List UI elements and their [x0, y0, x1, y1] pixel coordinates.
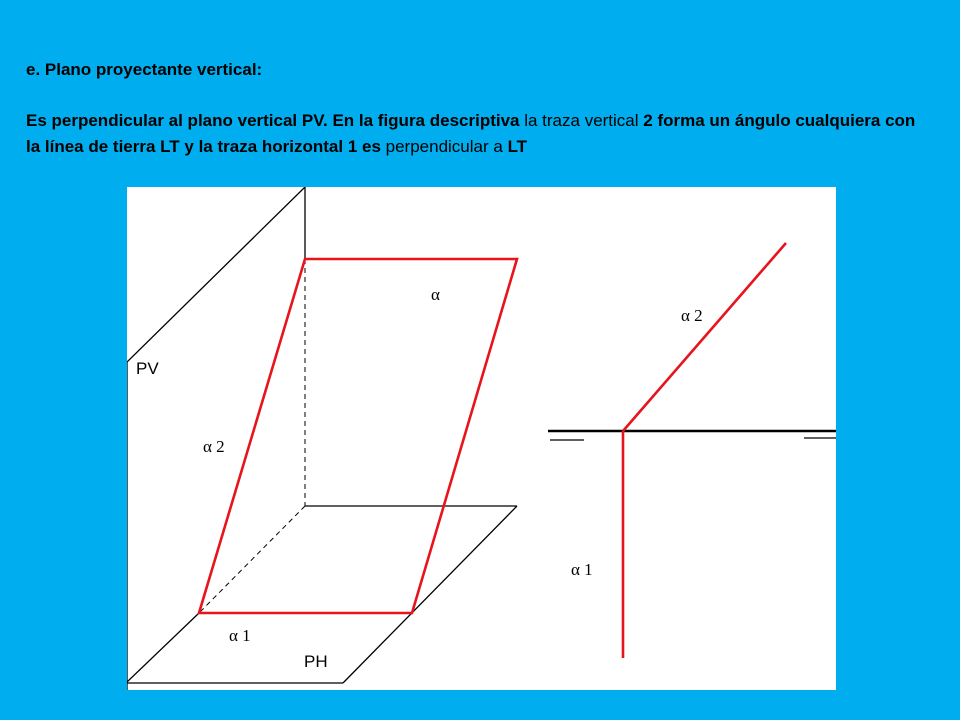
ph-right-edge [343, 506, 517, 683]
pv-diagonal-edge [127, 187, 305, 362]
description-part-1: Es perpendicular al plano vertical PV. En la figura descriptiva [26, 111, 520, 130]
ph-left-edge [127, 613, 199, 682]
plane-alpha-outline [199, 259, 517, 613]
figure-panel [127, 187, 836, 690]
trace-alpha2-line [623, 243, 786, 431]
diedric-view [548, 243, 836, 658]
figure-svg [127, 187, 836, 690]
description-part-4: perpendicular a [380, 137, 508, 156]
page-title: e. Plano proyectante vertical: [26, 60, 263, 79]
description-part-3: 2 forma un ángulo cualquiera con la línea de tierra LT y la traza horizontal 1 es [26, 111, 916, 156]
perspective-view [127, 187, 517, 690]
description-text [26, 108, 926, 160]
label-ph: PH [304, 652, 328, 671]
label-alpha1-diedric: α 1 [571, 560, 593, 579]
description-part-2: la traza vertical [519, 111, 644, 130]
label-pv: PV [136, 359, 159, 378]
description-part-5: LT [507, 137, 528, 156]
label-alpha2-perspective: α 2 [203, 437, 225, 456]
label-alpha1-perspective: α 1 [229, 626, 251, 645]
label-plane-alpha: α [431, 285, 440, 304]
label-alpha2-diedric: α 2 [681, 306, 703, 325]
